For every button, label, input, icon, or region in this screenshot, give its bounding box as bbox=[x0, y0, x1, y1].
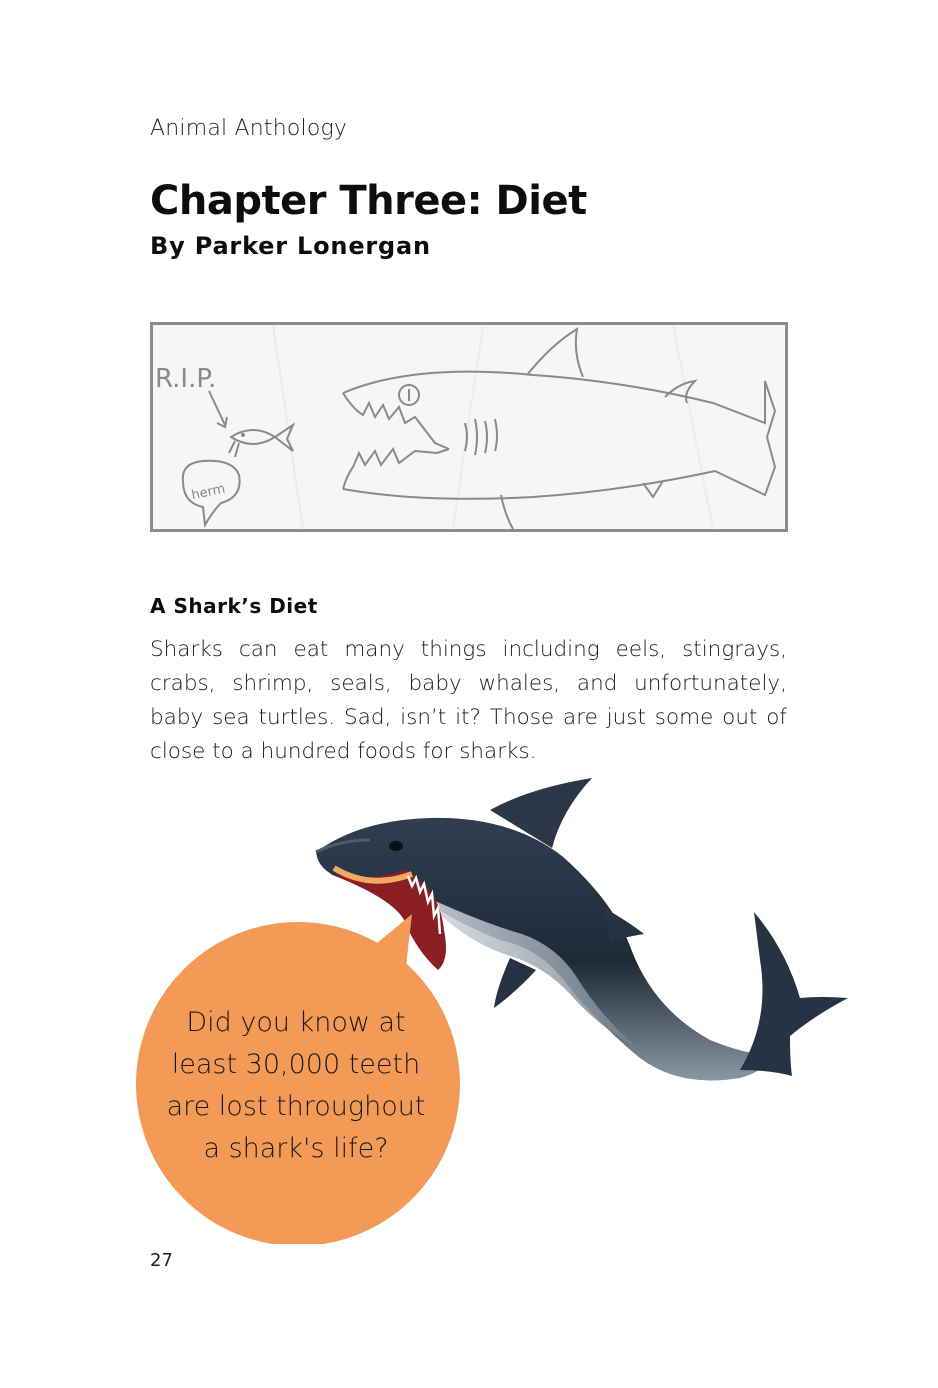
page-number: 27 bbox=[150, 1250, 173, 1271]
body-paragraph: Sharks can eat many things including eels, stingrays, crabs, shrimp, seals, baby whales, and unfortunately, baby sea turtles. Sad, isn’t it? Those are just some out of close to a hundred foods for sharks. bbox=[150, 637, 787, 764]
fact-text bbox=[134, 1002, 458, 1170]
section-heading: A Shark’s Diet bbox=[150, 594, 318, 618]
fact-line-1: Did you know at bbox=[186, 1007, 406, 1038]
shark-sketch-drawing bbox=[153, 325, 785, 529]
author-byline: By Parker Lonergan bbox=[150, 232, 431, 260]
sketch-speech-label: herm bbox=[190, 481, 227, 504]
fact-line-2: least 30,000 teeth bbox=[171, 1049, 421, 1080]
pencil-sketch-illustration bbox=[150, 322, 788, 532]
fact-speech-bubble bbox=[134, 914, 464, 1244]
fact-line-3: are lost throughout bbox=[166, 1091, 426, 1122]
book-title: Animal Anthology bbox=[150, 116, 348, 141]
fact-line-4: a shark's life? bbox=[203, 1133, 389, 1164]
rip-sketch-label: R.I.P. bbox=[155, 364, 217, 394]
chapter-title: Chapter Three: Diet bbox=[150, 178, 587, 224]
